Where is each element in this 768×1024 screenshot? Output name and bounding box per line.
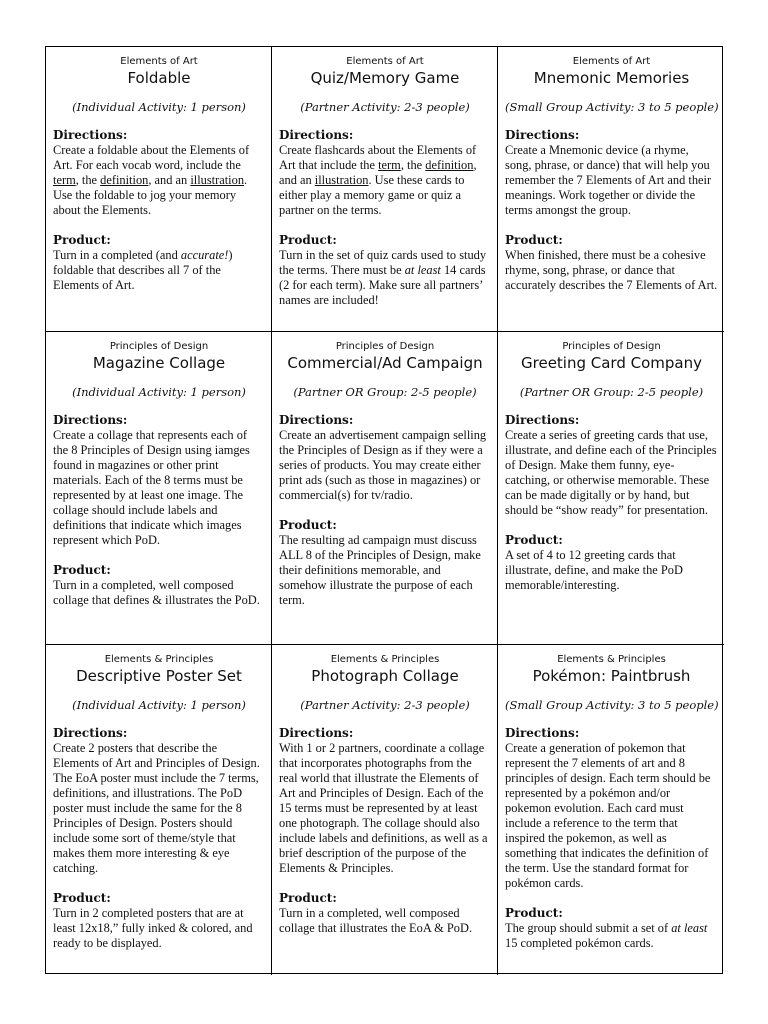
- product-text: [279, 533, 491, 608]
- product-heading: Product:: [505, 233, 563, 247]
- directions-heading: Directions:: [505, 128, 580, 142]
- activity-card: [498, 332, 724, 645]
- product-heading: Product:: [505, 906, 563, 920]
- text-run: When finished, there must be a cohesive rhyme, song, phrase, or dance that accurately describes the 7 Elements of Art.: [505, 248, 718, 292]
- card-title: Pokémon: Paintbrush: [532, 667, 691, 685]
- directions-heading: Directions:: [279, 413, 354, 427]
- activity-card: [498, 47, 724, 332]
- card-activity-size: (Partner Activity: 2-3 people): [300, 698, 470, 712]
- card-category: Principles of Design: [562, 341, 661, 352]
- text-run: , the: [75, 173, 101, 187]
- product-text: [505, 548, 718, 593]
- text-run: Turn in a completed (and: [53, 248, 181, 262]
- text-run: . Use these cards to either play a memory game or quiz a partner on the terms.: [279, 173, 465, 217]
- card-activity-size: (Individual Activity: 1 person): [72, 385, 246, 399]
- card-title: Greeting Card Company: [521, 354, 702, 372]
- card-title: Descriptive Poster Set: [76, 667, 242, 685]
- underlined-term: term: [378, 158, 401, 172]
- text-run: 15 completed pokémon cards.: [505, 936, 654, 950]
- text-run: The group should submit a set of: [505, 921, 672, 935]
- product-heading: Product:: [53, 233, 111, 247]
- product-text: [505, 921, 718, 951]
- activity-card: [272, 332, 498, 645]
- text-run: ) foldable that describes all 7 of the Elements of Art.: [53, 248, 233, 292]
- card-category: Elements of Art: [120, 56, 198, 67]
- card-activity-size: (Small Group Activity: 3 to 5 people): [505, 698, 719, 712]
- underlined-term: term: [53, 173, 76, 187]
- product-heading: Product:: [279, 233, 337, 247]
- card-title: Photograph Collage: [311, 667, 459, 685]
- text-run: Create a series of greeting cards that use, illustrate, and define each of the Principles of Design. Make them funny, eye-catching, or otherwise memorable. These can be made digitally or by hand, but should be “show ready” for presentation.: [505, 428, 717, 517]
- text-run: , and an: [279, 158, 477, 187]
- directions-heading: Directions:: [279, 726, 354, 740]
- card-title: Quiz/Memory Game: [310, 69, 460, 87]
- text-run: , the: [400, 158, 426, 172]
- activity-card: [46, 332, 272, 645]
- underlined-term: definition: [100, 173, 149, 187]
- text-run: Turn in 2 completed posters that are at least 12x18,” fully inked & colored, and ready to be displayed.: [53, 906, 253, 950]
- directions-heading: Directions:: [505, 726, 580, 740]
- product-text: [279, 248, 491, 308]
- product-text: [53, 578, 265, 608]
- text-run: Turn in a completed, well composed collage that illustrates the EoA & PoD.: [279, 906, 473, 935]
- card-category: Principles of Design: [109, 341, 209, 352]
- text-run: Create a foldable about the Elements of Art. For each vocab word, include the: [53, 143, 250, 172]
- card-title: Foldable: [127, 69, 191, 87]
- text-run: A set of 4 to 12 greeting cards that illustrate, define, and make the PoD memorable/interesting.: [505, 548, 683, 592]
- card-activity-size: (Individual Activity: 1 person): [72, 100, 246, 114]
- card-category: Elements of Art: [346, 56, 424, 67]
- text-run: Create a collage that represents each of the 8 Principles of Design using iamges found in magazines or other print materials. Each of the 8 terms must be represented by at least one image. The collage should include labels and definitions that indicate which images represent which PoD.: [53, 428, 250, 547]
- activity-card: [272, 645, 498, 975]
- card-category: Elements of Art: [572, 56, 651, 67]
- text-run: The resulting ad campaign must discuss ALL 8 of the Principles of Design, make their definitions memorable, and somehow illustrate the purpose of each term.: [279, 533, 481, 607]
- directions-text: [505, 428, 718, 518]
- text-run: Create a Mnemonic device (a rhyme, song, phrase, or dance) that will help you remember the 7 Elements of Art and their meanings. Work together or divide the terms amongst the group.: [505, 143, 712, 217]
- directions-text: [53, 143, 265, 218]
- activity-card: [46, 645, 272, 975]
- card-title: Commercial/Ad Campaign: [287, 354, 483, 372]
- directions-text: [279, 741, 491, 876]
- text-run: Create flashcards about the Elements of Art that include the: [279, 143, 477, 172]
- text-run: Turn in a completed, well composed collage that defines & illustrates the PoD.: [53, 578, 260, 607]
- emphasis-text: at least: [671, 921, 708, 935]
- underlined-term: illustration: [314, 173, 369, 187]
- product-text: [279, 906, 491, 936]
- card-activity-size: (Small Group Activity: 3 to 5 people): [505, 100, 719, 114]
- emphasis-text: accurate!: [180, 248, 229, 262]
- card-category: Elements & Principles: [104, 654, 214, 665]
- product-heading: Product:: [53, 891, 111, 905]
- card-activity-size: (Partner OR Group: 2-5 people): [519, 385, 704, 399]
- underlined-term: definition: [425, 158, 474, 172]
- directions-heading: Directions:: [53, 413, 128, 427]
- directions-heading: Directions:: [279, 128, 354, 142]
- underlined-term: illustration: [190, 173, 245, 187]
- card-category: Elements & Principles: [557, 654, 666, 665]
- product-heading: Product:: [53, 563, 111, 577]
- emphasis-text: at least: [404, 263, 441, 277]
- directions-heading: Directions:: [53, 726, 128, 740]
- card-activity-size: (Partner OR Group: 2-5 people): [293, 385, 477, 399]
- card-category: Elements & Principles: [330, 654, 440, 665]
- text-run: Create an advertisement campaign selling the Principles of Design as if they were a series of products. You may create either print ads (such as those in magazines) or commercial(s) for tv/radio.: [279, 428, 487, 502]
- directions-text: [279, 143, 491, 218]
- card-title: Magazine Collage: [92, 354, 226, 372]
- directions-text: [53, 741, 265, 876]
- text-run: 14 cards (2 for each term). Make sure all partners’ names are included!: [279, 263, 486, 307]
- directions-text: [505, 741, 718, 891]
- directions-text: [505, 143, 718, 218]
- directions-text: [53, 428, 265, 548]
- activity-card-grid: [45, 46, 723, 974]
- activity-card: [498, 645, 724, 975]
- product-heading: Product:: [279, 891, 337, 905]
- product-text: [505, 248, 718, 293]
- text-run: Turn in the set of quiz cards used to study the terms. There must be: [279, 248, 487, 277]
- card-activity-size: (Partner Activity: 2-3 people): [300, 100, 470, 114]
- product-text: [53, 248, 265, 293]
- text-run: Create 2 posters that describe the Elements of Art and Principles of Design. The EoA poster must include the 7 terms, definitions, and illustrations. The PoD poster must include the same for the 8 Principles of Design. Posters should include some sort of theme/style that makes them more interesting & eye catching.: [53, 741, 260, 875]
- activity-card: [272, 47, 498, 332]
- product-heading: Product:: [505, 533, 563, 547]
- text-run: With 1 or 2 partners, coordinate a collage that incorporates photographs from the real world that illustrate the Elements of Art and Principles of Design. Each of the 15 terms must be represented by at least one photograph. The collage should also include labels and definitions, as well as a brief description of the purpose of the Elements & Principles.: [279, 741, 488, 875]
- product-text: [53, 906, 265, 951]
- product-heading: Product:: [279, 518, 337, 532]
- text-run: , and an: [148, 173, 191, 187]
- card-category: Principles of Design: [335, 341, 435, 352]
- activity-card: [46, 47, 272, 332]
- text-run: . Use the foldable to jog your memory about the Elements.: [53, 173, 248, 217]
- directions-heading: Directions:: [53, 128, 128, 142]
- card-activity-size: (Individual Activity: 1 person): [72, 698, 246, 712]
- text-run: Create a generation of pokemon that represent the 7 elements of art and 8 principles of design. Each term should be represented by a pokémon and/or pokemon evolution. Each card must include a reference to the term that inspired the pokemon, as well as something that indicates the definition of the term. Use the standard format for pokémon cards.: [505, 741, 711, 890]
- directions-heading: Directions:: [505, 413, 580, 427]
- directions-text: [279, 428, 491, 503]
- card-title: Mnemonic Memories: [533, 69, 690, 87]
